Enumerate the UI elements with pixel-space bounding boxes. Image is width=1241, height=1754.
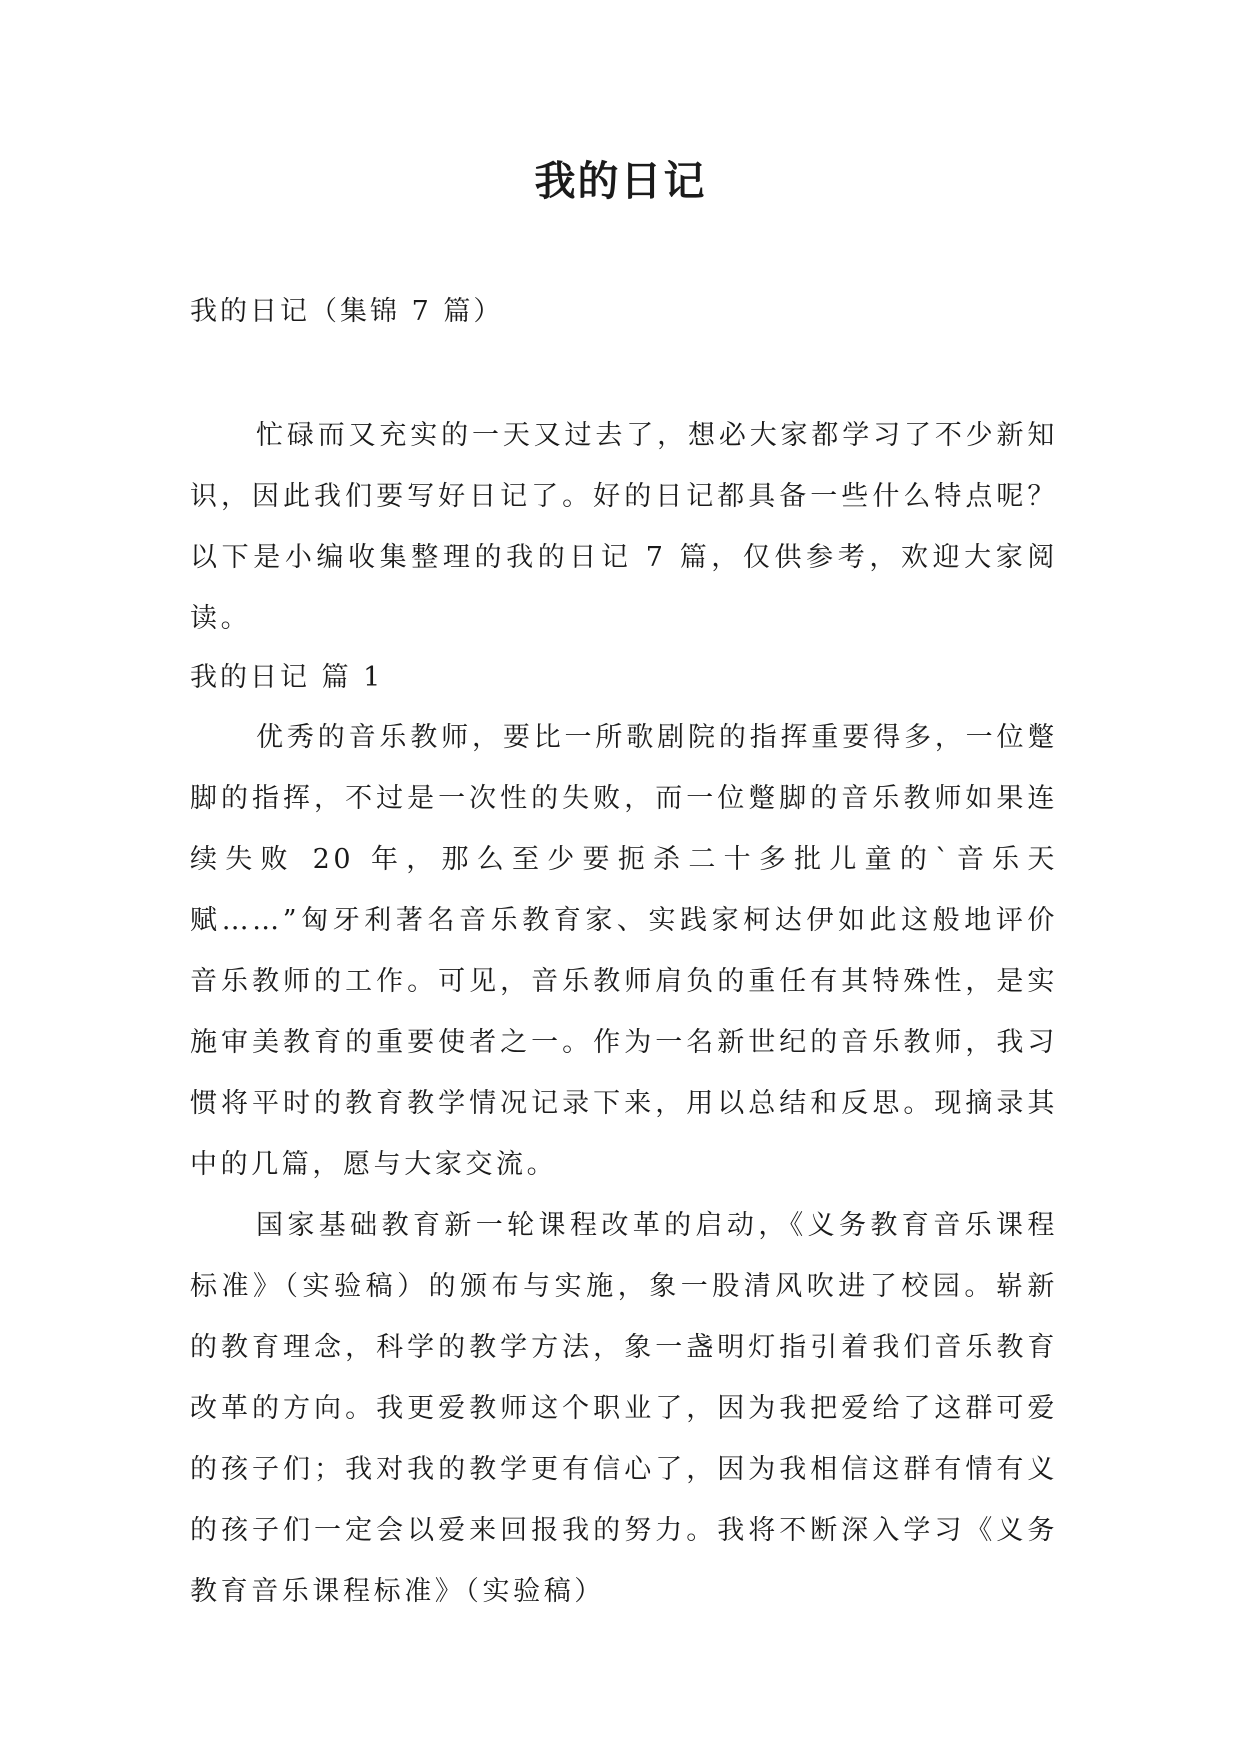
body-paragraph: 国家基础教育新一轮课程改革的启动，《义务教育音乐课程标准》（实验稿）的颁布与实施，象一股清风吹进了校园。崭新的教育理念，科学的教学方法，象一盏明灯指引着我们音乐教育改革的方向。我更爱教师这个职业了，因为我把爱给了这群可爱的孩子们；我对我的教学更有信心了，因为我相信这群有情有义的孩子们一定会以爱来回报我的努力。我将不断深入学习《义务教育音乐课程标准》（实验稿） [190,1210,1058,1607]
section-heading: 我的日记 篇 1 [190,662,384,693]
intro-paragraph: 忙碌而又充实的一天又过去了，想必大家都学习了不少新知识，因此我们要写好日记了。好的日记都具备一些什么特点呢？以下是小编收集整理的我的日记 7 篇，仅供参考，欢迎大家阅读。 [190,420,1058,634]
body-paragraph: 优秀的音乐教师，要比一所歌剧院的指挥重要得多，一位蹩脚的指挥，不过是一次性的失败，而一位蹩脚的音乐教师如果连续失败 20 年，那么至少要扼杀二十多批儿童的`音乐天赋……”匈牙利著名音乐教育家、实践家柯达伊如此这般地评价音乐教师的工作。可见，音乐教师肩负的重任有其特殊性，是实施审美教育的重要使者之一。作为一名新世纪的音乐教师，我习惯将平时的教育教学情况记录下来，用以总结和反思。现摘录其中的几篇，愿与大家交流。 [190,722,1058,1180]
document-subtitle: 我的日记（集锦 7 篇） [190,296,504,327]
document-body [190,405,1058,1622]
document-title: 我的日记 [534,157,707,205]
